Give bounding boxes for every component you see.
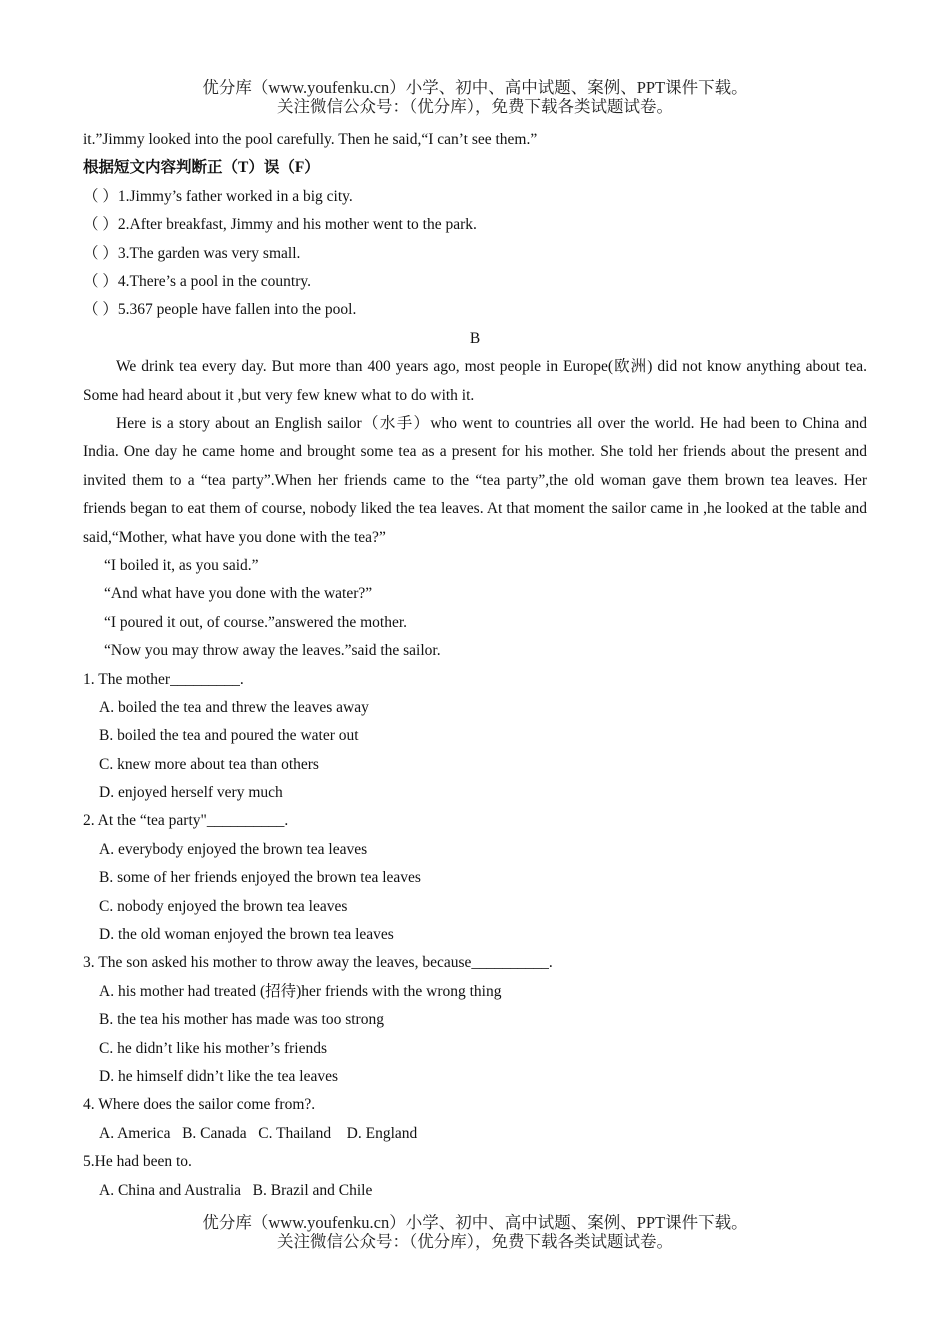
dialogue-line-4: “Now you may throw away the leaves.”said the sailor. [104, 642, 441, 660]
page-footer [0, 1213, 950, 1251]
question-1-stem: 1. The mother_________. [83, 670, 244, 688]
passage-b-paragraph-1: We drink tea every day. But more than 400 years ago, most people in Europe(欧洲) did not know anything about tea. Some had heard about it ,but very few knew what to do with it. [83, 358, 867, 404]
question-3-stem: 3. The son asked his mother to throw away the leaves, because__________. [83, 954, 553, 972]
question-3-option-b: B. the tea his mother has made was too strong [99, 1011, 384, 1029]
question-1-option-c: C. knew more about tea than others [99, 755, 319, 773]
question-4-options: A. America B. Canada C. Thailand D. England [99, 1124, 418, 1142]
passage-b-paragraph-2: Here is a story about an English sailor（水手）who went to countries all over the world. He had been to China and India. One day he came home and brought some tea as a present for his mother. She told her friends about the present and invited them to a “tea party”.When her friends came to the “tea party”,the old woman gave them brown tea leaves. Her friends began to eat them of course, nobody liked the tea leaves. At that moment the sailor came in ,he looked at the table and said,“Mother, what have you done with the tea?” [83, 414, 867, 546]
question-1-option-d: D. enjoyed herself very much [99, 784, 283, 802]
footer-line-1: 优分库（www.youfenku.cn）小学、初中、高中试题、案例、PPT课件下载。 [202, 1213, 748, 1232]
question-2-option-c: C. nobody enjoyed the brown tea leaves [99, 897, 348, 915]
dialogue-line-1: “I boiled it, as you said.” [104, 556, 259, 574]
statement-4: （ ）4.There’s a pool in the country. [83, 272, 311, 290]
question-3-option-c: C. he didn’t like his mother’s friends [99, 1039, 328, 1057]
question-2-option-d: D. the old woman enjoyed the brown tea leaves [99, 926, 394, 944]
statement-1: （ ）1.Jimmy’s father worked in a big city. [83, 187, 353, 205]
question-1-option-b: B. boiled the tea and poured the water out [99, 727, 359, 745]
question-3-option-a: A. his mother had treated (招待)her friends with the wrong thing [99, 982, 502, 1000]
header-line-2: 关注微信公众号：（优分库），免费下载各类试题试卷。 [277, 97, 673, 116]
question-2-option-b: B. some of her friends enjoyed the brown tea leaves [99, 869, 421, 887]
passage-a-continued-line: it.”Jimmy looked into the pool carefully. Then he said,“I can’t see them.” [83, 131, 538, 148]
question-4-stem: 4. Where does the sailor come from?. [83, 1096, 316, 1114]
document-body [83, 126, 867, 1205]
statement-3: （ ）3.The garden was very small. [83, 244, 301, 262]
question-5-options: A. China and Australia B. Brazil and Chile [99, 1181, 373, 1199]
question-2-stem: 2. At the “tea party"__________. [83, 812, 289, 830]
statement-5: （ ）5.367 people have fallen into the pool. [83, 301, 357, 319]
statement-2: （ ）2.After breakfast, Jimmy and his mother went to the park. [83, 216, 477, 234]
question-2-option-a: A. everybody enjoyed the brown tea leaves [99, 840, 368, 858]
section-b-label: B [469, 329, 481, 347]
dialogue-line-3: “I poured it out, of course.”answered the mother. [104, 613, 408, 631]
question-1-option-a: A. boiled the tea and threw the leaves away [99, 698, 369, 716]
footer-line-2: 关注微信公众号：（优分库），免费下载各类试题试卷。 [277, 1232, 673, 1251]
dialogue-line-2: “And what have you done with the water?” [104, 585, 373, 603]
page-header [0, 78, 950, 116]
question-3-option-d: D. he himself didn’t like the tea leaves [99, 1068, 339, 1085]
true-false-instruction: 根据短文内容判断正（T）误（F） [83, 159, 320, 177]
header-line-1: 优分库（www.youfenku.cn）小学、初中、高中试题、案例、PPT课件下载。 [202, 78, 748, 97]
question-5-stem: 5.He had been to. [83, 1153, 192, 1171]
